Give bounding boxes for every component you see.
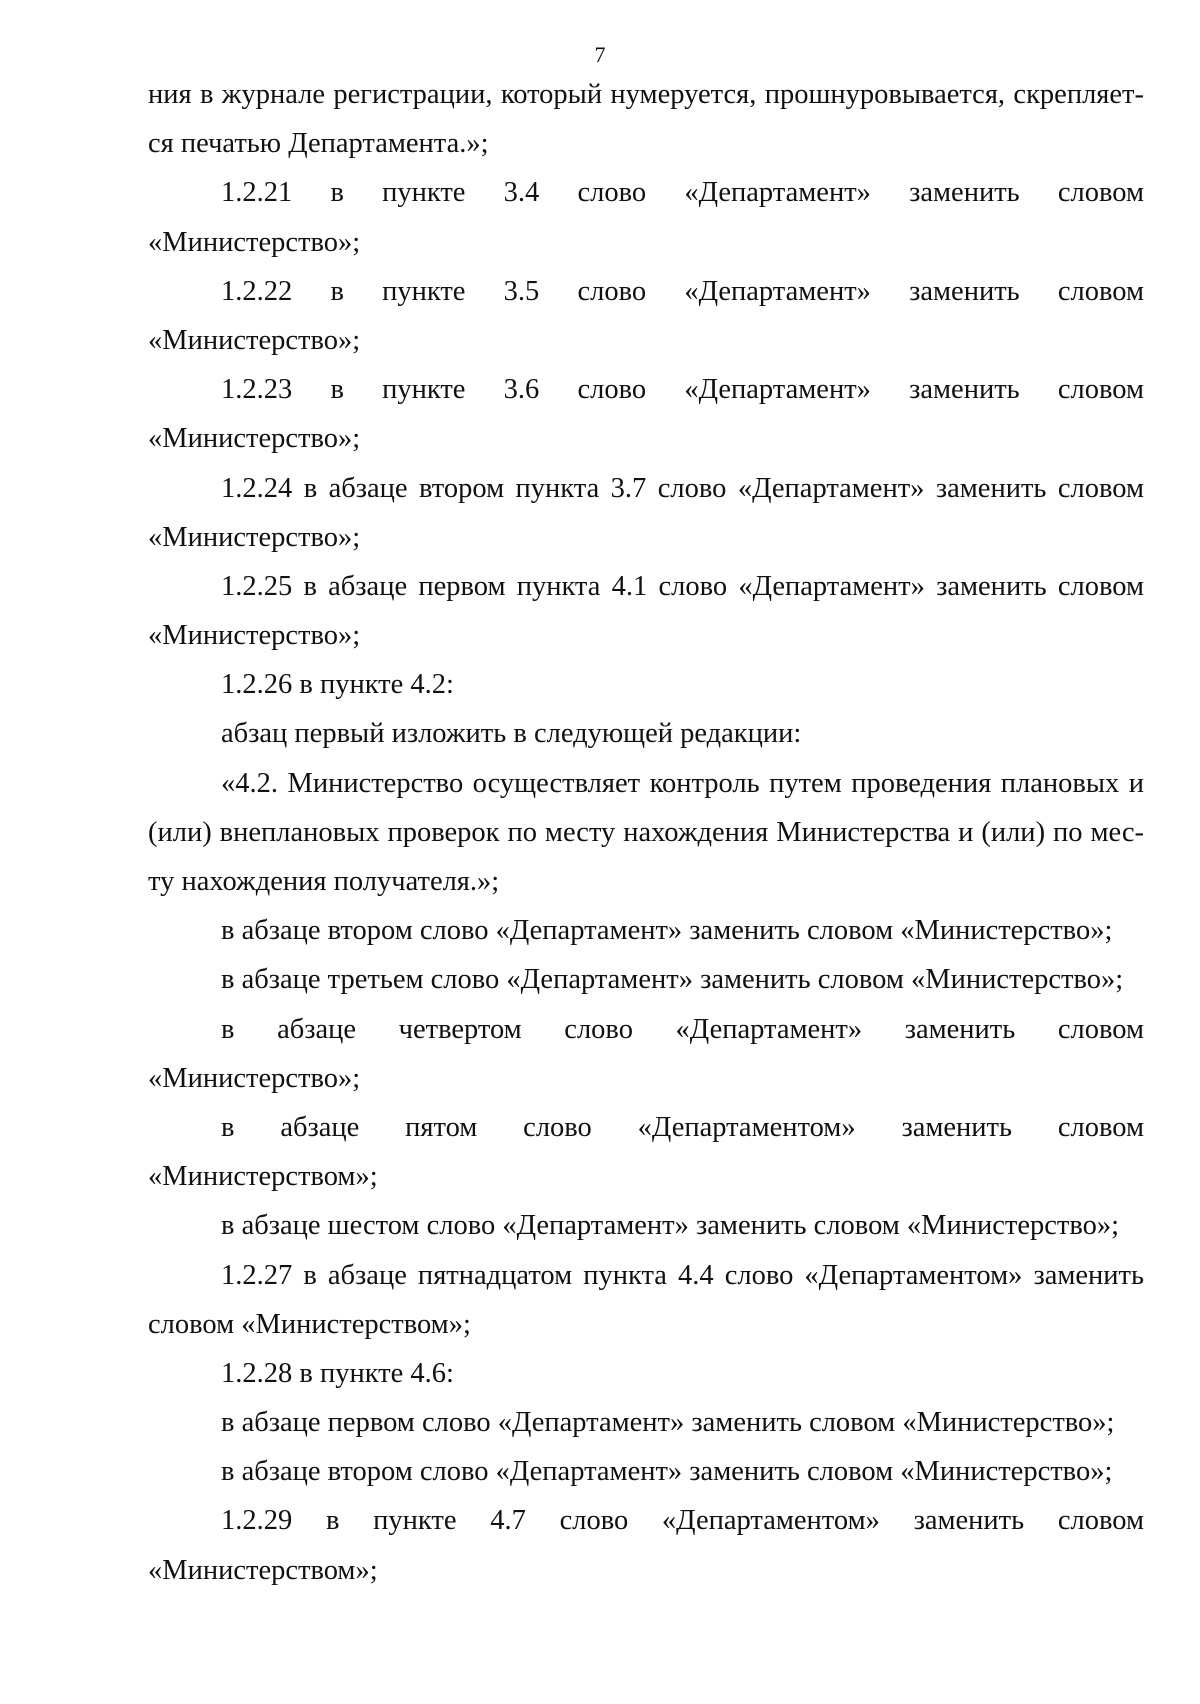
text-line: «4.2. Министерство осуществляет контроль путем проведения плановых и [221,767,1144,799]
text-line: в абзаце втором слово «Департамент» заменить словом «Министерство»; [221,915,1113,947]
text-line: абзац первый изложить в следующей редакции: [221,718,802,750]
text-line: 1.2.22 в пункте 3.5 слово «Департамент» заменить словом [221,275,1144,307]
text-line: «Министерством»; [148,1554,378,1586]
text-line: 1.2.27 в абзаце пятнадцатом пункта 4.4 слово «Департаментом» заменить [221,1259,1144,1291]
text-line: в абзаце третьем слово «Департамент» заменить словом «Министерство»; [221,964,1124,996]
text-line: «Министерство»; [148,620,361,652]
text-line: «Министерство»; [148,226,361,258]
text-line: в абзаце втором слово «Департамент» заменить словом «Министерство»; [221,1456,1113,1488]
text-line: «Министерство»; [148,423,361,455]
text-line: 1.2.25 в абзаце первом пункта 4.1 слово «Департамент» заменить словом [221,570,1144,602]
text-line: словом «Министерством»; [148,1308,471,1340]
text-line: «Министерством»; [148,1161,378,1193]
text-line: 1.2.21 в пункте 3.4 слово «Департамент» заменить словом [221,177,1144,209]
text-line: 1.2.23 в пункте 3.6 слово «Департамент» заменить словом [221,374,1144,406]
text-line: в абзаце шестом слово «Департамент» заменить словом «Министерство»; [221,1210,1120,1242]
text-line: ния в журнале регистрации, который нумеруется, прошнуровывается, скрепляет- [148,79,1144,110]
text-line: в абзаце первом слово «Департамент» заменить словом «Министерство»; [221,1407,1115,1439]
text-line: (или) внеплановых проверок по месту нахождения Министерства и (или) по мес- [148,816,1144,848]
text-line: 1.2.24 в абзаце втором пункта 3.7 слово «Департамент» заменить словом [221,472,1144,504]
text-line: ту нахождения получателя.»; [148,866,500,897]
text-line: в абзаце пятом слово «Департаментом» заменить словом [221,1111,1144,1143]
text-line: 1.2.26 в пункте 4.2: [221,669,454,701]
text-line: ся печатью Департамента.»; [148,128,489,160]
text-line: 1.2.29 в пункте 4.7 слово «Департаментом» заменить словом [221,1505,1144,1537]
document-body [148,70,1144,1595]
text-line: «Министерство»; [148,1062,361,1094]
text-line: в абзаце четвертом слово «Департамент» заменить словом [221,1013,1144,1045]
text-line: «Министерство»; [148,324,361,356]
page-number: 7 [594,42,606,67]
text-line: 1.2.28 в пункте 4.6: [221,1357,454,1389]
text-line: «Министерство»; [148,521,361,553]
